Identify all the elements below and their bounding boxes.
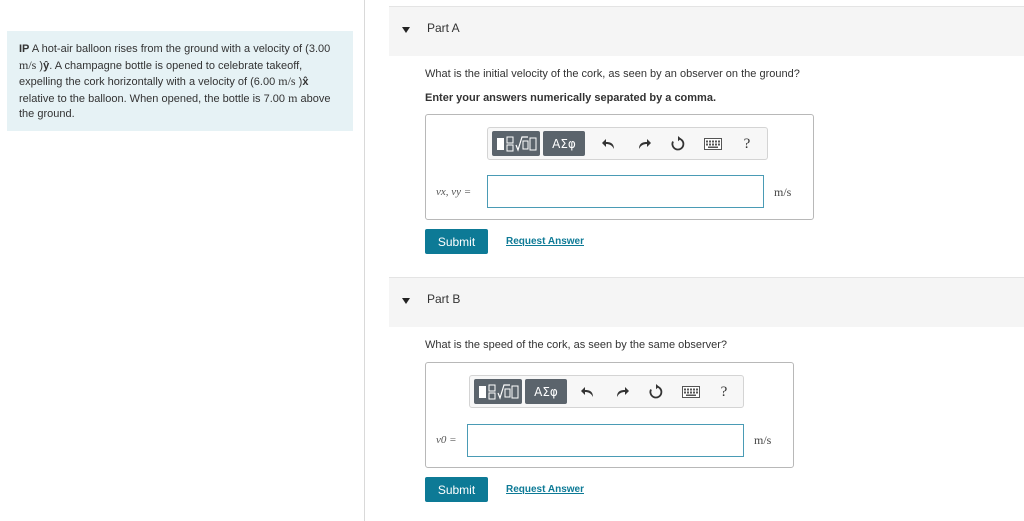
part-b-title: Part B xyxy=(427,292,461,306)
problem-text: A hot-air balloon rises from the ground with a velocity of (3.00 xyxy=(29,43,331,55)
help-icon[interactable] xyxy=(714,382,734,402)
keyboard-icon[interactable] xyxy=(702,134,724,154)
greek-letters-button[interactable] xyxy=(525,379,567,404)
part-a-submit-button[interactable]: Submit xyxy=(425,229,488,254)
unit-ms: m/s xyxy=(278,74,296,88)
problem-statement xyxy=(7,31,353,131)
math-toolbar xyxy=(487,127,768,160)
part-b-submit-button[interactable]: Submit xyxy=(425,477,488,502)
help-icon[interactable] xyxy=(737,134,757,154)
help-label: ? xyxy=(743,135,751,152)
vx-vy-label: vx, vy = xyxy=(436,186,472,198)
part-a-answer-box xyxy=(425,114,814,220)
problem-text: above the ground. xyxy=(19,92,331,120)
collapse-triangle-icon[interactable] xyxy=(402,27,410,33)
unit-m: m xyxy=(288,90,298,105)
part-b-question: What is the speed of the cork, as seen by the same observer? xyxy=(425,339,728,351)
part-a-header[interactable] xyxy=(389,6,1024,56)
part-b-request-answer-link[interactable]: Request Answer xyxy=(506,484,584,495)
greek-letters-icon: ΑΣφ xyxy=(552,136,576,151)
part-b-answer-box xyxy=(425,362,794,468)
unit-vector-y: ŷ xyxy=(43,59,50,72)
redo-icon[interactable] xyxy=(612,382,632,402)
part-b-unit: m/s xyxy=(754,433,772,447)
undo-icon[interactable] xyxy=(599,134,619,154)
part-b-header[interactable] xyxy=(389,277,1024,327)
column-divider xyxy=(364,0,365,521)
greek-letters-button[interactable] xyxy=(543,131,585,156)
problem-text: . A champagne bottle is opened to celebrate takeoff, expelling the cork horizontally with a velocity of (6.00 xyxy=(19,59,303,88)
collapse-triangle-icon[interactable] xyxy=(402,298,410,304)
vx-vy-answer-input[interactable] xyxy=(487,175,764,208)
problem-prefix: IP xyxy=(19,43,30,55)
greek-letters-icon: ΑΣφ xyxy=(534,384,558,399)
part-a-unit: m/s xyxy=(774,185,792,199)
part-a-instruction: Enter your answers numerically separated by a comma. xyxy=(425,92,717,104)
part-a-question: What is the initial velocity of the cork, as seen by an observer on the ground? xyxy=(425,68,800,80)
templates-icon xyxy=(476,382,520,402)
problem-text: ) xyxy=(36,59,44,72)
part-a-request-answer-link[interactable]: Request Answer xyxy=(506,236,584,247)
templates-button[interactable] xyxy=(474,379,522,404)
problem-text: ) xyxy=(295,76,303,88)
undo-icon[interactable] xyxy=(578,382,598,402)
reset-icon[interactable] xyxy=(668,134,688,154)
unit-vector-x: x̂ xyxy=(302,76,309,88)
problem-text: relative to the balloon. When opened, the bottle is 7.00 xyxy=(19,92,289,105)
templates-icon xyxy=(494,134,538,154)
reset-icon[interactable] xyxy=(646,382,666,402)
templates-button[interactable] xyxy=(492,131,540,156)
unit-ms: m/s xyxy=(19,57,37,72)
math-toolbar xyxy=(469,375,744,408)
keyboard-icon[interactable] xyxy=(680,382,702,402)
part-a-title: Part A xyxy=(427,21,460,35)
redo-icon[interactable] xyxy=(634,134,654,154)
v0-label: v0 = xyxy=(436,434,457,446)
help-label: ? xyxy=(720,383,728,400)
v0-answer-input[interactable] xyxy=(467,424,744,457)
